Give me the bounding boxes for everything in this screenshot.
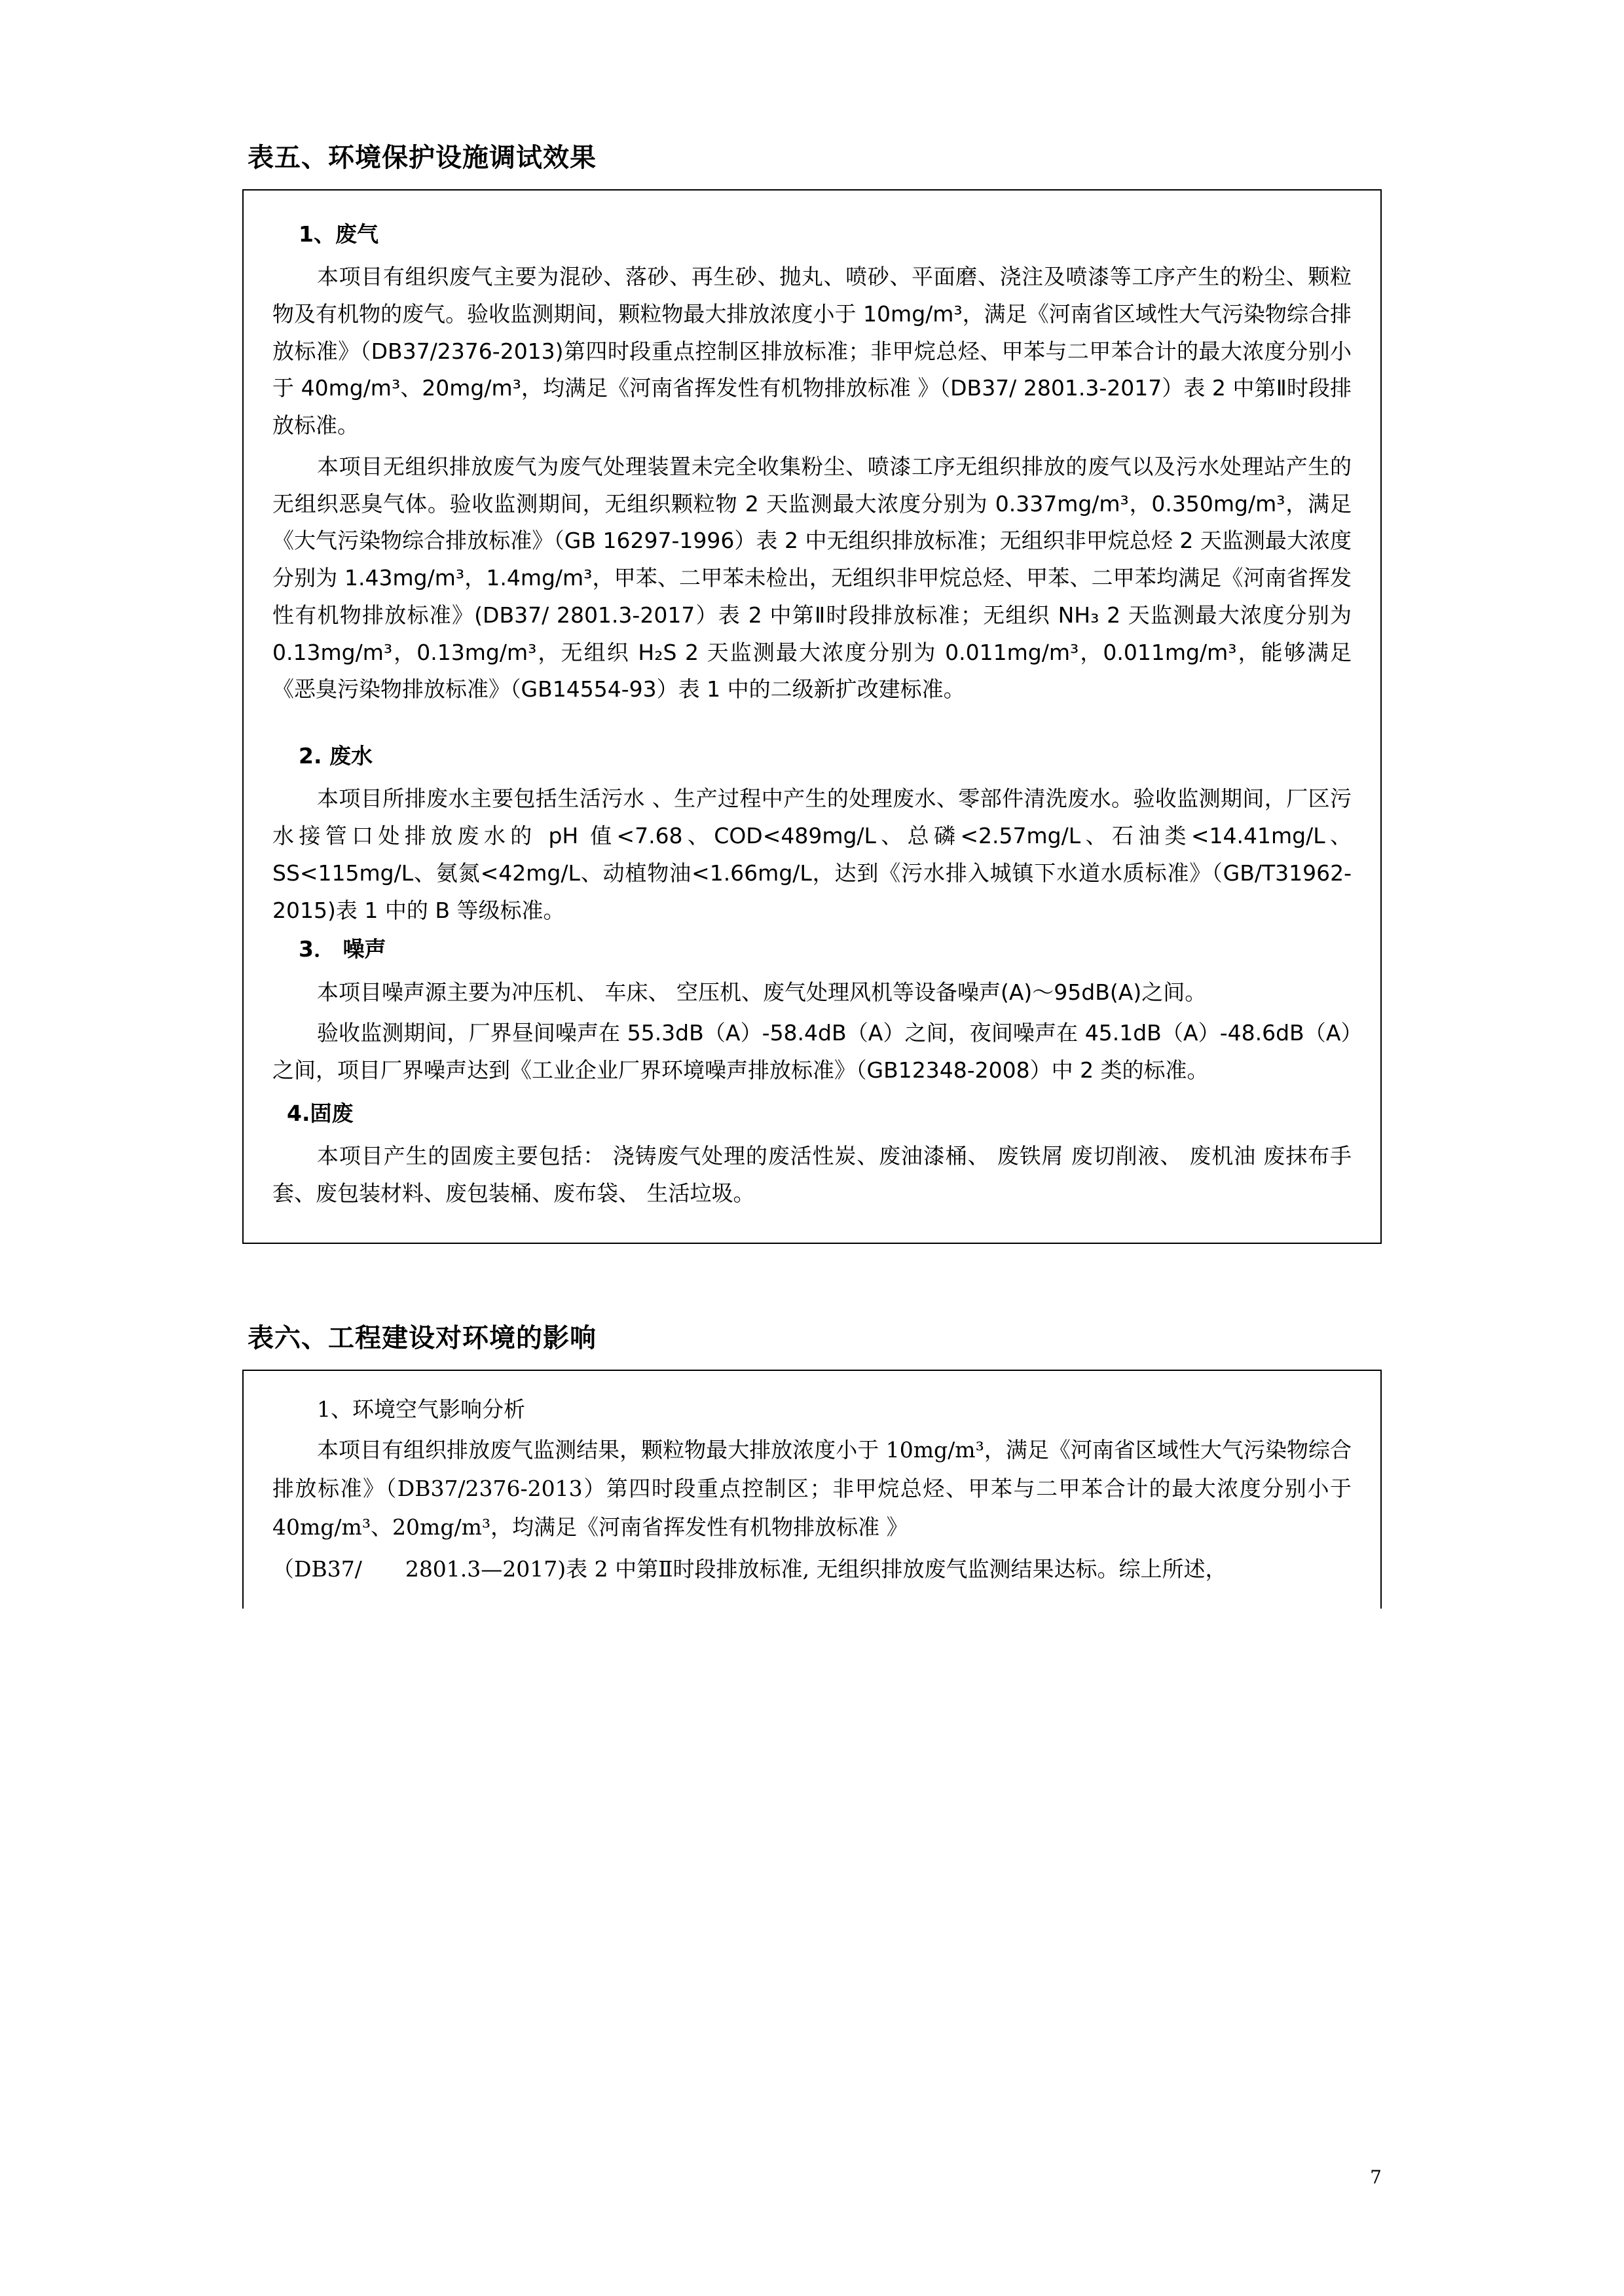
section5-subheading-noise: 3． 噪声 [299,936,386,962]
section5-paragraph-4: 本项目噪声源主要为冲压机、 车床、 空压机、废气处理风机等设备噪声(A)～95dB(A)之间。 [317,979,1207,1005]
section6-paragraph-1: 本项目有组织排放废气监测结果，颗粒物最大排放浓度小于 10mg/m³，满足《河南省区域性大气污染物综合排放标准》（DB37/2376-2013）第四时段重点控制区；非甲烷总烃、甲苯与二甲苯合计的最大浓度分别小于 40mg/m³、20mg/m³，均满足《河南省挥发性有机物排放标准 》 [272,1437,1352,1540]
section5-paragraph-2: 本项目无组织排放废气为废气处理装置未完全收集粉尘、喷漆工序无组织排放的废气以及污水处理站产生的无组织恶臭气体。验收监测期间，无组织颗粒物 2 天监测最大浓度分别为 0.337mg/m³，0.350mg/m³，满足《大气污染物综合排放标准》（GB 16297-1996）表 2 中无组织排放标准；无组织非甲烷总烃 2 天监测最大浓度分别为 1.43mg/m³，1.4mg/m³，甲苯、二甲苯未检出，无组织非甲烷总烃、甲苯、二甲苯均满足《河南省挥发性有机物排放标准》(DB37/ 2801.3-2017）表 2 中第Ⅱ时段排放标准；无组织 NH₃ 2 天监测最大浓度分别为 0.13mg/m³，0.13mg/m³，无组织 H₂S 2 天监测最大浓度分别为 0.011mg/m³，0.011mg/m³，能够满足《恶臭污染物排放标准》（GB14554-93）表 1 中的二级新扩改建标准。 [272,453,1352,702]
section5-box [242,189,1382,1244]
section6-box [242,1370,1382,1609]
section6-wrapper [242,1321,1382,1609]
section5-paragraph-3: 本项目所排废水主要包括生活污水 、生产过程中产生的处理废水、零部件清洗废水。验收监测期间，厂区污水接管口处排放废水的 pH 值<7.68、COD<489mg/L、总磷<2.57mg/L、石油类<14.41mg/L、SS<115mg/L、氨氮<42mg/L、动植物油<1.66mg/L，达到《污水排入城镇下水道水质标准》（GB/T31962-2015)表 1 中的 B 等级标准。 [272,786,1352,923]
section5-heading: 表五、环境保护设施调试效果 [248,143,597,173]
section5-subheading-wastewater: 2. 废水 [299,743,373,769]
section6-heading: 表六、工程建设对环境的影响 [248,1322,597,1353]
section5-paragraph-1: 本项目有组织废气主要为混砂、落砂、再生砂、抛丸、喷砂、平面磨、浇注及喷漆等工序产生的粉尘、颗粒物及有机物的废气。验收监测期间，颗粒物最大排放浓度小于 10mg/m³，满足《河南省区域性大气污染物综合排放标准》（DB37/2376-2013)第四时段重点控制区排放标准；非甲烷总烃、甲苯与二甲苯合计的最大浓度分别小于 40mg/m³、20mg/m³，均满足《河南省挥发性有机物排放标准 》（DB37/ 2801.3-2017）表 2 中第Ⅱ时段排放标准。 [272,264,1352,439]
section6-paragraph-2: （DB37/ 2801.3—2017)表 2 中第Ⅱ时段排放标准, 无组织排放废气监测结果达标。综上所述， [272,1556,1227,1582]
section6-subheading-air-impact: 1、环境空气影响分析 [317,1396,525,1422]
page-content [242,141,1382,1609]
section5-subheading-solid-waste: 4.固废 [287,1100,354,1126]
section5-paragraph-5: 验收监测期间，厂界昼间噪声在 55.3dB（A）-58.4dB（A）之间，夜间噪声在 45.1dB（A）-48.6dB（A）之间，项目厂界噪声达到《工业企业厂界环境噪声排放标准》（GB12348-2008）中 2 类的标准。 [272,1020,1352,1084]
section5-subheading-waste-gas: 1、废气 [299,221,378,247]
page-number: 7 [1370,2166,1382,2188]
section5-paragraph-6: 本项目产生的固废主要包括： 浇铸废气处理的废活性炭、废油漆桶、 废铁屑 废切削液、 废机油 废抹布手套、废包装材料、废包装桶、废布袋、 生活垃圾。 [272,1143,1352,1206]
